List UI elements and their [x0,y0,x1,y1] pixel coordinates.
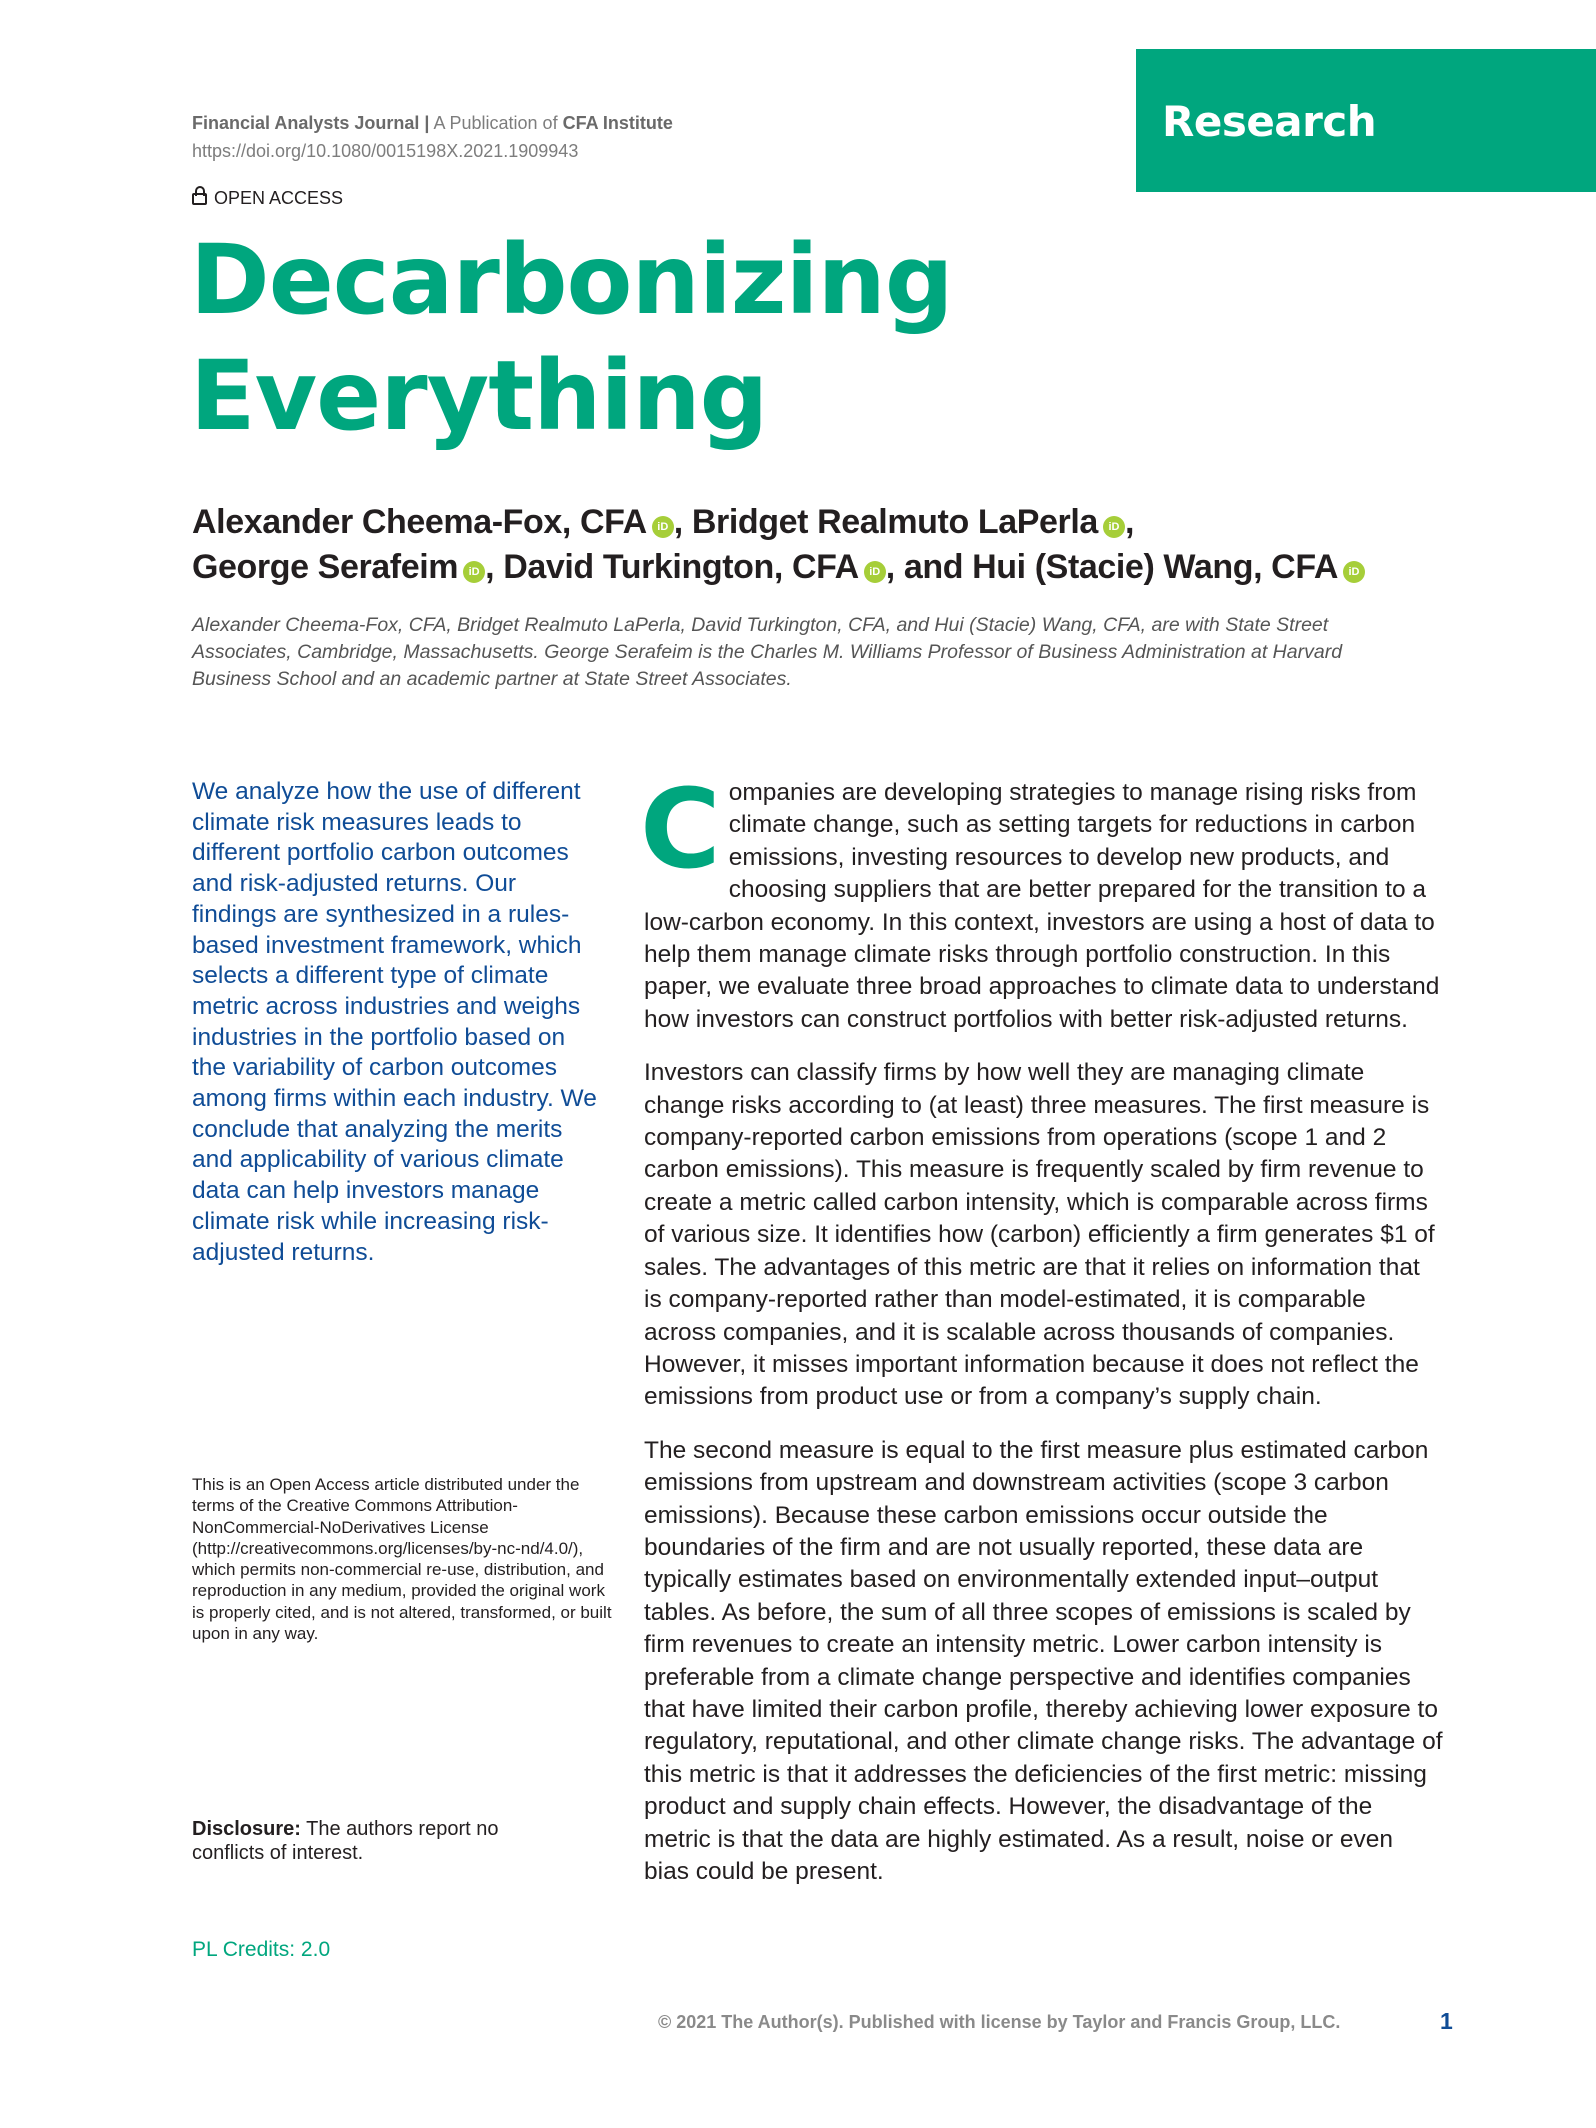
doi-link[interactable]: https://doi.org/10.1080/0015198X.2021.1909943 [192,141,579,161]
body-paragraph-2: Investors can classify firms by how well they are managing climate change risks according to (at least) three measures. The first measure is company-reported carbon emissions from operations (scope 1 and 2 carbon emissions). This measure is frequently scaled by firm revenue to create a metric called carbon intensity, which is comparable across firms of various size. It identifies how (carbon) efficiently a firm generates $1 of sales. The advantages of this metric are that it relies on information that is company-reported rather than model-estimated, it is comparable across companies, and it is scalable across thousands of companies. However, it misses important information because it does not reflect the emissions from product use or from a company’s supply chain. [644,1059,1435,1411]
abstract: We analyze how the use of different climate risk measures leads to different portfolio carbon outcomes and risk-adjusted returns. Our findings are synthesized in a rules-based investment framework, which selects a different type of climate metric across industries and weighs industries in the portfolio based on the variability of carbon outcomes among firms within each industry. We conclude that analyzing the merits and applicability of various climate data can help investors manage climate risk while increasing risk-adjusted returns. [192,778,597,1266]
author-line-1 [192,500,1492,545]
section-label-text: Research [1162,97,1377,146]
open-access-label: OPEN ACCESS [214,188,344,208]
journal-line [192,113,673,134]
footer-copyright: © 2021 The Author(s). Published with license by Taylor and Francis Group, LLC. [658,2012,1341,2032]
drop-cap: C [640,765,721,893]
author-name: , and Hui (Stacie) Wang, CFA [885,548,1338,586]
publisher-name: CFA Institute [562,113,673,133]
orcid-icon[interactable]: iD [652,516,674,538]
title-line-1: Decarbonizing [190,224,953,336]
article-title [190,222,1090,454]
open-lock-icon [192,193,207,205]
title-line-2: Everything [190,340,768,452]
author-name: , David Turkington, CFA [485,548,859,586]
disclosure-text: The authors report no conflicts of interest. [192,1818,499,1864]
author-affiliation: Alexander Cheema-Fox, CFA, Bridget Realmuto LaPerla, David Turkington, CFA, and Hui (Stacie) Wang, CFA, are with State Street Associates, Cambridge, Massachusetts. George Serafeim is the Charles M. Williams Professor of Business Administration at Harvard Business School and an academic partner at State Street Associates. [192,614,1343,690]
author-separator: , [1124,503,1134,541]
disclosure [192,1817,572,1865]
disclosure-label: Disclosure: [192,1818,301,1840]
orcid-icon[interactable]: iD [864,561,886,583]
orcid-icon[interactable]: iD [1103,516,1125,538]
journal-separator: | [424,113,430,133]
body-paragraph-1 [640,765,1444,1036]
body-paragraph-1-text: ompanies are developing strategies to manage rising risks from climate change, such as setting targets for reductions in carbon emissions, investing resources to develop new products, and choosing suppliers that are better prepared for the transition to a low-carbon economy. In this context, investors are using a host of data to help them manage climate risks through portfolio construction. In this paper, we evaluate three broad approaches to climate data to understand how investors can construct portfolios with better risk-adjusted returns. [644,779,1440,1033]
author-name: , Bridget Realmuto LaPerla [673,503,1098,541]
orcid-icon[interactable]: iD [463,561,485,583]
article-body [640,765,1444,1888]
open-access-badge [192,188,343,209]
author-name: George Serafeim [192,548,459,586]
license-notice: This is an Open Access article distributed under the terms of the Creative Commons Attribution-NonCommercial-NoDerivatives License (http://creativecommons.org/licenses/by-nc-nd/4.0/), which permits non-commercial re-use, distribution, and reproduction in any medium, provided the original work is properly cited, and is not altered, transformed, or built upon in any way. [192,1475,612,1644]
author-line-2 [192,545,1492,590]
body-paragraph-3: The second measure is equal to the first measure plus estimated carbon emissions from upstream and downstream activities (scope 3 carbon emissions). Because these carbon emissions occur outside the boundaries of the firm and are not usually reported, these data are typically estimates based on environmentally extended input–output tables. As before, the sum of all three scopes of emissions is scaled by firm revenues to create an intensity metric. Lower carbon intensity is preferable from a climate change perspective and identifies companies that have limited their carbon profile, thereby achieving lower exposure to regulatory, reputational, and other climate change risks. The advantage of this metric is that it addresses the deficiencies of the first metric: missing product and supply chain effects. However, the disadvantage of the metric is that the data are highly estimated. As a result, noise or even bias could be present. [644,1436,1443,1885]
section-label-research [1136,49,1596,192]
author-name: Alexander Cheema-Fox, CFA [192,503,647,541]
orcid-icon[interactable]: iD [1343,561,1365,583]
pl-credits: PL Credits: 2.0 [192,1938,331,1961]
author-list [192,500,1492,590]
journal-name: Financial Analysts Journal [192,113,420,133]
page-number: 1 [1440,2008,1453,2034]
publication-of: A Publication of [433,113,558,133]
